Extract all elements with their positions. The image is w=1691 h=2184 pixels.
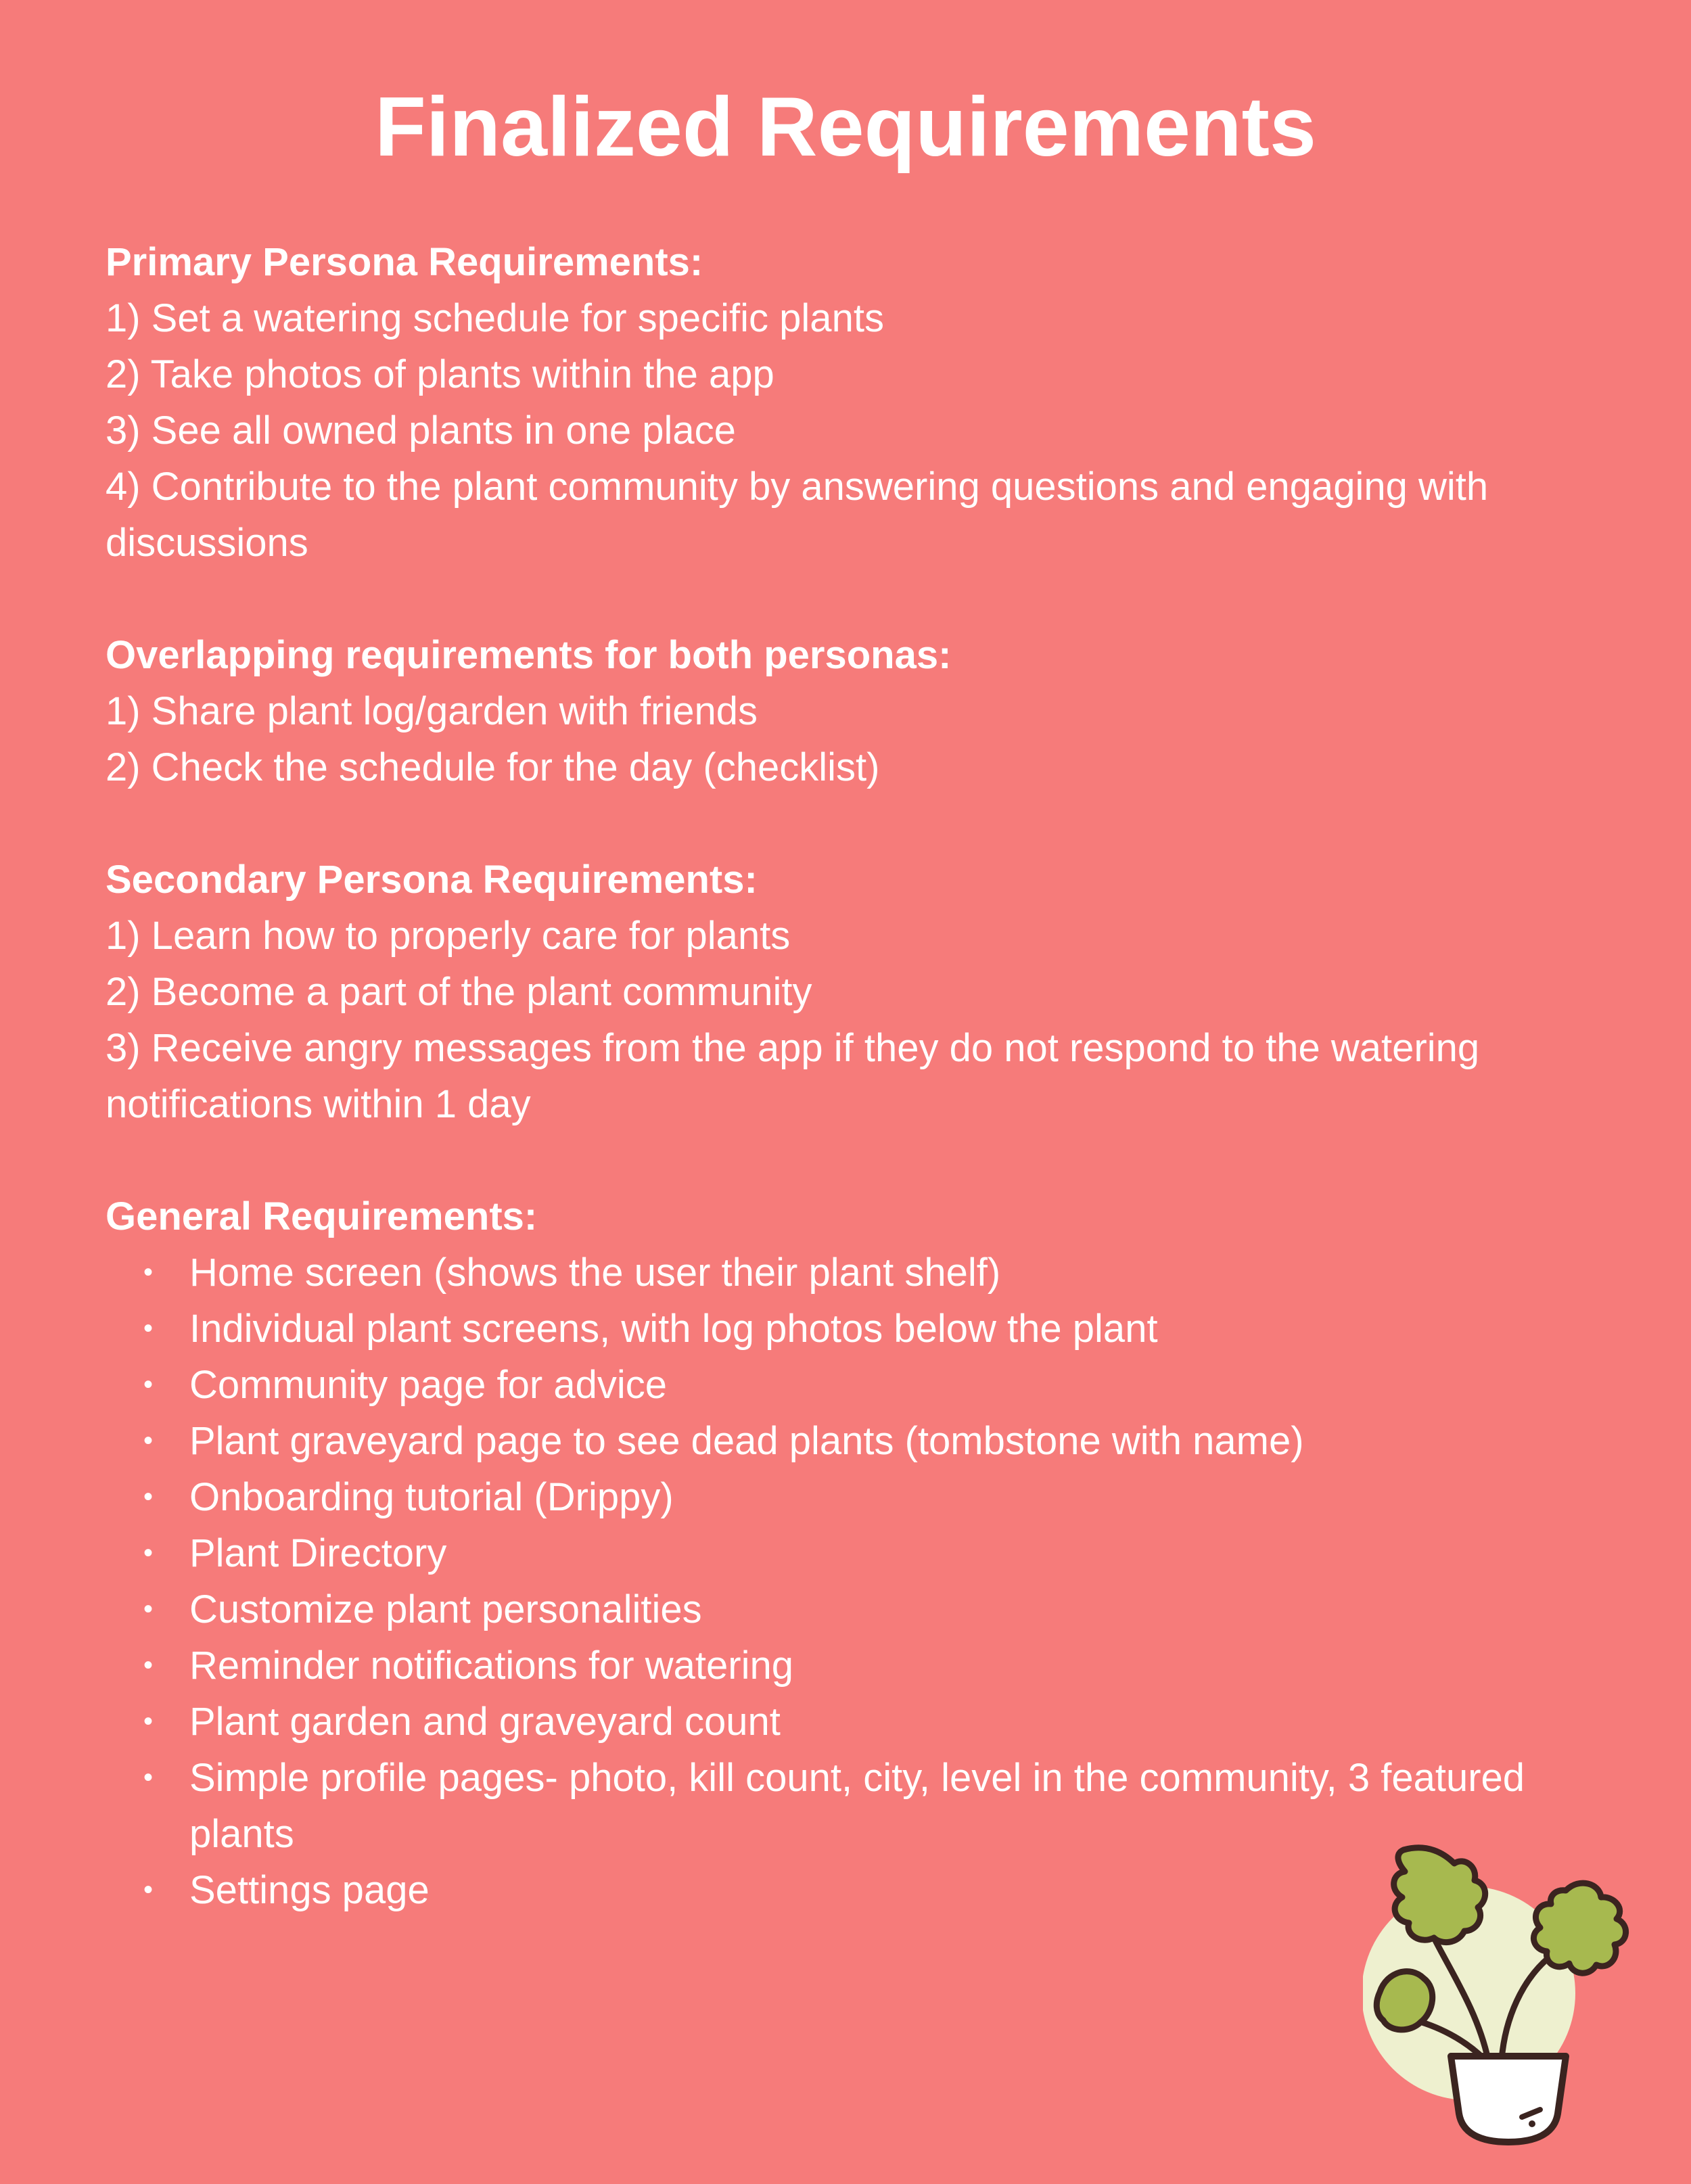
list-item: 3) Receive angry messages from the app if they do not respond to the watering notifications within 1 day (106, 1026, 1480, 1126)
leaf (1394, 1848, 1485, 1943)
list-item: • Reminder notifications for watering (189, 1637, 1580, 1694)
bullet-list (106, 1245, 1580, 1918)
list-item: • Individual plant screens, with log photos below the plant (189, 1301, 1580, 1357)
potted-plant-icon (1363, 1836, 1647, 2147)
list-item: 4) Contribute to the plant community by answering questions and engaging with discussions (106, 465, 1489, 565)
list-item: 2) Become a part of the plant community (106, 970, 812, 1014)
general-section (106, 1188, 1580, 1918)
list-item: • Onboarding tutorial (Drippy) (189, 1469, 1580, 1525)
leaf (1376, 1972, 1432, 2030)
list-item: 3) See all owned plants in one place (106, 409, 736, 452)
list-item: • Plant garden and graveyard count (189, 1694, 1580, 1750)
overlapping-section (106, 627, 1580, 795)
requirement-list (106, 290, 1580, 571)
list-item: 1) Learn how to properly care for plants (106, 914, 791, 958)
list-item: • Plant graveyard page to see dead plants (tombstone with name) (189, 1413, 1580, 1469)
list-item: • Simple profile pages- photo, kill count, city, level in the community, 3 featured plants (189, 1750, 1580, 1862)
list-item: • Customize plant personalities (189, 1581, 1580, 1637)
list-item: • Community page for advice (189, 1357, 1580, 1413)
requirement-list (106, 683, 1580, 795)
list-item: • Settings page (189, 1862, 1580, 1918)
section-heading: Primary Persona Requirements: (106, 240, 703, 284)
list-item: 2) Take photos of plants within the app (106, 352, 774, 396)
secondary-persona-section (106, 852, 1580, 1132)
list-item: 1) Share plant log/garden with friends (106, 689, 758, 733)
section-heading: Overlapping requirements for both personas: (106, 633, 952, 677)
requirements-content (106, 234, 1580, 1918)
section-heading: General Requirements: (106, 1194, 538, 1238)
list-item: 1) Set a watering schedule for specific plants (106, 296, 884, 340)
section-heading: Secondary Persona Requirements: (106, 858, 758, 902)
list-item: • Plant Directory (189, 1525, 1580, 1581)
requirement-list (106, 908, 1580, 1132)
leaf (1533, 1883, 1625, 1973)
list-item: 2) Check the schedule for the day (checklist) (106, 745, 880, 789)
primary-persona-section (106, 234, 1580, 571)
pot (1451, 2056, 1566, 2142)
page-title: Finalized Requirements (375, 80, 1316, 174)
list-item: • Home screen (shows the user their plant shelf) (189, 1245, 1580, 1301)
